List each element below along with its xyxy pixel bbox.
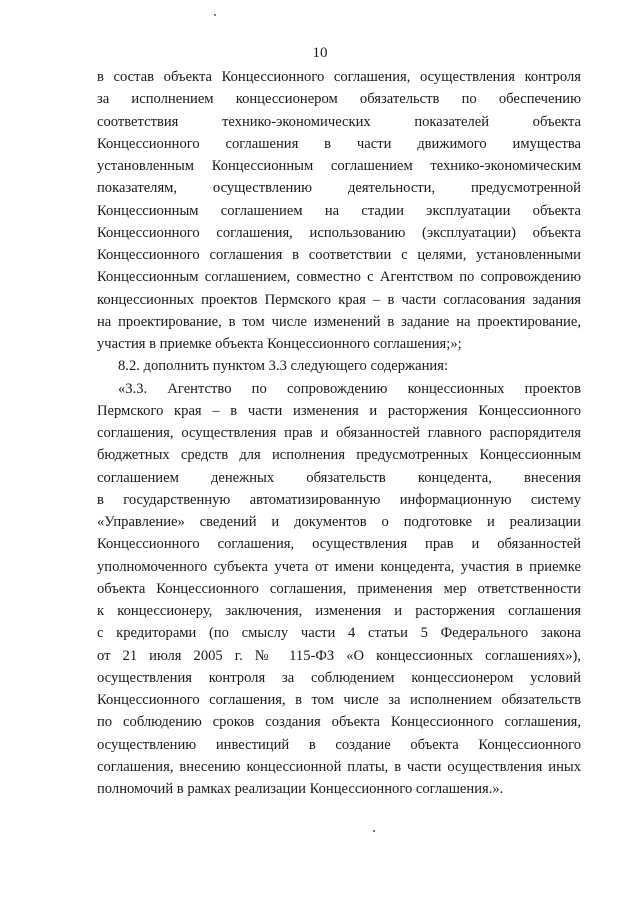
text-line: участия в приемке объекта Концессионного соглашения;»; bbox=[97, 336, 462, 352]
text-line: полномочий в рамках реализации Концессионного соглашения.». bbox=[97, 781, 504, 797]
text-line: к концессионеру, заключения, изменения и расторжения соглашения bbox=[97, 603, 581, 619]
text-line: Концессионного соглашения в соответствии с целями, установленными bbox=[97, 247, 581, 263]
text-line: соглашением денежных обязательств концедента, внесения bbox=[97, 469, 581, 486]
text-line: осуществлению инвестиций в создание объекта Концессионного bbox=[97, 736, 581, 753]
text-line: «Управление» сведений и документов о подготовке и реализации bbox=[97, 514, 581, 530]
text-line: бюджетных средств для исполнения предусмотренных Концессионным bbox=[97, 447, 581, 464]
text-line: в состав объекта Концессионного соглашения, осуществления контроля bbox=[97, 69, 581, 85]
text-line: Концессионного соглашения, осуществления прав и обязанностей bbox=[97, 536, 581, 553]
text-line: соответствия технико-экономических показателей объекта bbox=[97, 113, 581, 130]
scan-speck bbox=[373, 830, 375, 832]
text-line: 8.2. дополнить пунктом 3.3 следующего содержания: bbox=[118, 358, 449, 375]
text-line: концессионных проектов Пермского края – в части согласования задания bbox=[97, 291, 581, 308]
text-line: Концессионным соглашением, совместно с Агентством по сопровождению bbox=[97, 269, 581, 286]
text-line: соглашения, внесению концессионной платы, в части осуществления иных bbox=[97, 758, 581, 775]
text-line: Пермского края – в части изменения и расторжения Концессионного bbox=[97, 402, 581, 419]
text-line: в государственную автоматизированную информационную систему bbox=[97, 491, 581, 508]
scan-speck bbox=[214, 14, 216, 16]
text-line: объекта Концессионного соглашения, применения мер ответственности bbox=[97, 580, 581, 597]
text-line: «3.3. Агентство по сопровождению концессионных проектов bbox=[118, 380, 581, 397]
document-body bbox=[97, 66, 581, 800]
text-line: соглашения, осуществления прав и обязанностей главного распорядителя bbox=[97, 425, 581, 441]
page-number: 10 bbox=[312, 45, 328, 61]
text-line: с кредиторами (по смыслу части 4 статьи 5 Федерального закона bbox=[97, 625, 581, 642]
text-line: по соблюдению сроков создания объекта Концессионного соглашения, bbox=[97, 714, 581, 731]
text-line: показателям, осуществлению деятельности, предусмотренной bbox=[97, 180, 581, 197]
text-line: за исполнением концессионером обязательств по обеспечению bbox=[97, 91, 581, 108]
text-line: на проектирование, в том числе изменений в задание на проектирование, bbox=[97, 313, 581, 330]
text-line: Концессионного соглашения, использованию (эксплуатации) объекта bbox=[97, 224, 581, 241]
text-line: Концессионного соглашения в части движимого имущества bbox=[97, 135, 581, 152]
text-line: установленным Концессионным соглашением технико-экономическим bbox=[97, 158, 581, 174]
text-line: уполномоченного субъекта учета от имени концедента, участия в приемке bbox=[97, 558, 581, 575]
text-line: Концессионным соглашением на стадии эксплуатации объекта bbox=[97, 202, 581, 219]
text-line: осуществления контроля за соблюдением концессионером условий bbox=[97, 669, 581, 686]
text-line: от 21 июля 2005 г. № 115-ФЗ «О концессионных соглашениях»), bbox=[97, 647, 581, 664]
text-line: Концессионного соглашения, в том числе за исполнением обязательств bbox=[97, 692, 581, 708]
